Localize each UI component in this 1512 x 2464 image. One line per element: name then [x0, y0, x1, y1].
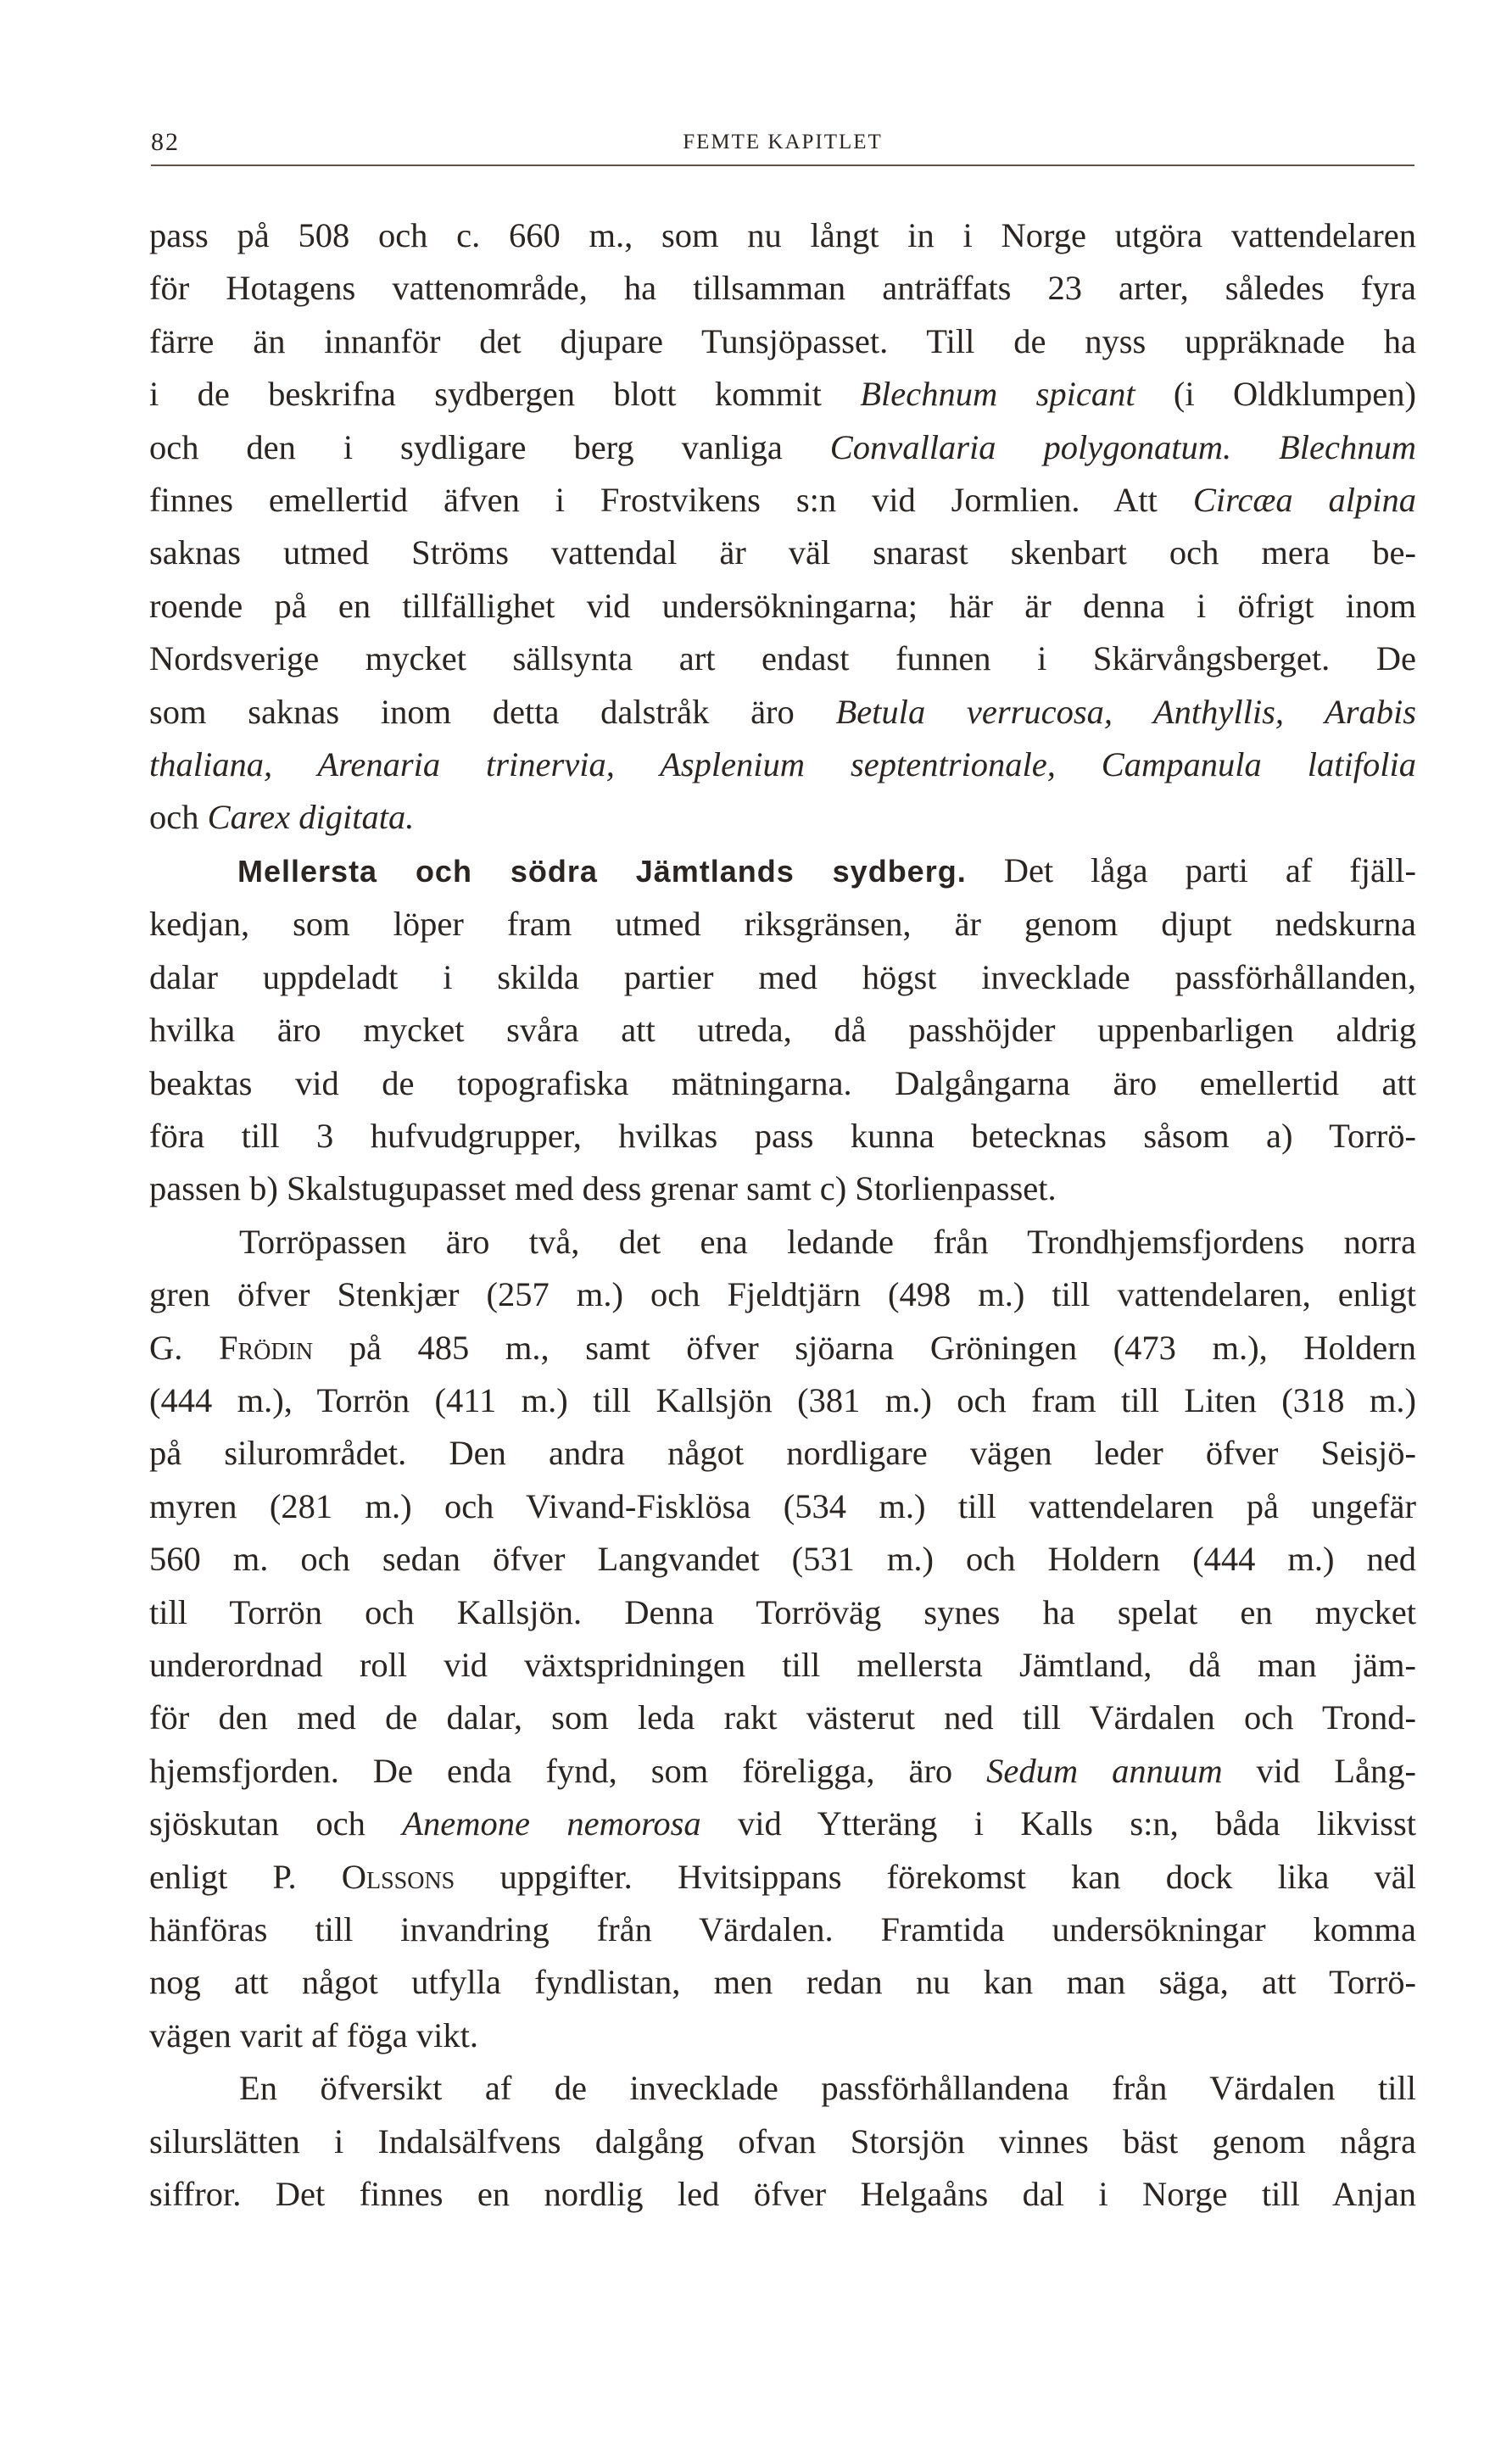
- text-line: hänföras till invandring från Värdalen. Framtida undersökningar komma: [149, 1910, 1416, 1948]
- text-line: hjemsfjorden. De enda fynd, som föreligga, äro Sedum annuum vid Lång-: [149, 1751, 1416, 1790]
- paragraph-1: [149, 209, 1416, 845]
- page-number: 82: [151, 128, 180, 156]
- text-line: vägen varit af föga vikt.: [149, 2015, 478, 2054]
- text-line: Mellersta och södra Jämtlands sydberg. Det låga parti af fjäll-: [237, 850, 1416, 889]
- text-line: pass på 508 och c. 660 m., som nu långt in i Norge utgöra vattendelaren: [149, 216, 1416, 254]
- text-line: och den i sydligare berg vanliga Convallaria polygonatum. Blechnum: [149, 427, 1416, 466]
- text-line: (444 m.), Torrön (411 m.) till Kallsjön (381 m.) och fram till Liten (318 m.): [149, 1380, 1416, 1419]
- species-name: Blechnum spicant: [860, 375, 1135, 414]
- author-name: Olssons: [341, 1857, 455, 1896]
- species-name: Sedum annuum: [986, 1751, 1223, 1790]
- text-line: nog att något utfylla fyndlistan, men redan nu kan man säga, att Torrö-: [149, 1963, 1416, 2002]
- text-line: färre än innanför det djupare Tunsjöpasset. Till de nyss uppräknade ha: [149, 321, 1416, 360]
- species-name: Betula verrucosa, Anthyllis, Arabis: [835, 692, 1416, 731]
- paragraph-3: [149, 1216, 1416, 2063]
- text-line: Nordsverige mycket sällsynta art endast funnen i Skärvångsberget. De: [149, 639, 1416, 678]
- text-line: gren öfver Stenkjær (257 m.) och Fjeldtjärn (498 m.) till vattendelaren, enligt: [149, 1275, 1416, 1314]
- text-line: Torröpassen äro två, det ena ledande från Trondhjemsfjordens norra: [239, 1222, 1416, 1261]
- page-header: [151, 124, 1414, 166]
- species-name: Anemone nemorosa: [402, 1804, 701, 1843]
- text-line: beaktas vid de topografiska mätningarna. Dalgångarna äro emellertid att: [149, 1063, 1416, 1102]
- text-line: enligt P. Olssons uppgifter. Hvitsippans förekomst kan dock lika väl: [149, 1857, 1416, 1896]
- text-line: myren (281 m.) och Vivand-Fisklösa (534 m.) till vattendelaren på ungefär: [149, 1486, 1416, 1525]
- text-line: G. Frödin på 485 m., samt öfver sjöarna Gröningen (473 m.), Holdern: [149, 1328, 1417, 1367]
- species-name: Circæa alpina: [1192, 481, 1416, 520]
- text-line: som saknas inom detta dalstråk äro Betula verrucosa, Anthyllis, Arabis: [149, 692, 1416, 731]
- paragraph-2: [149, 845, 1416, 1216]
- text-line: 560 m. och sedan öfver Langvandet (531 m.) och Holdern (444 m.) ned: [149, 1540, 1416, 1579]
- text-line: sjöskutan och Anemone nemorosa vid Ytteräng i Kalls s:n, båda likvisst: [149, 1804, 1416, 1843]
- text-line: till Torrön och Kallsjön. Denna Torröväg synes ha spelat en mycket: [149, 1592, 1416, 1631]
- body-text: [149, 209, 1416, 2221]
- text-line: saknas utmed Ströms vattendal är väl snarast skenbart och mera be-: [149, 533, 1416, 572]
- text-line: och Carex digitata.: [149, 798, 415, 837]
- text-line: föra till 3 hufvudgrupper, hvilkas pass kunna betecknas såsom a) Torrö-: [149, 1116, 1416, 1155]
- species-name: thaliana, Arenaria trinervia, Asplenium septentrionale, Campanula latifolia: [149, 745, 1416, 784]
- paragraph-4: [149, 2062, 1416, 2221]
- text-line: silurslätten i Indalsälfvens dalgång ofvan Storsjön vinnes bäst genom några: [149, 2121, 1416, 2160]
- section-heading: Mellersta och södra Jämtlands sydberg.: [237, 853, 967, 889]
- text-line: på silurområdet. Den andra något nordligare vägen leder öfver Seisjö-: [149, 1434, 1416, 1473]
- author-name: Frödin: [218, 1328, 314, 1367]
- species-name: Convallaria polygonatum. Blechnum: [829, 427, 1416, 466]
- running-head: FEMTE KAPITLET: [683, 131, 883, 153]
- text-line: dalar uppdeladt i skilda partier med högst invecklade passförhållanden,: [149, 957, 1416, 996]
- text-line: En öfversikt af de invecklade passförhållandena från Värdalen till: [239, 2069, 1416, 2108]
- text-line: för den med de dalar, som leda rakt västerut ned till Värdalen och Trond-: [149, 1698, 1416, 1737]
- text-line: kedjan, som löper fram utmed riksgränsen, är genom djupt nedskurna: [149, 905, 1416, 944]
- text-line: för Hotagens vattenområde, ha tillsamman anträffats 23 arter, således fyra: [149, 269, 1416, 308]
- text-line: [149, 739, 1416, 791]
- text-line: passen b) Skalstugupasset med dess grenar samt c) Storlienpasset.: [149, 1169, 1057, 1208]
- text-line: hvilka äro mycket svåra att utreda, då passhöjder uppenbarligen aldrig: [149, 1011, 1416, 1050]
- species-name: Carex digitata.: [207, 798, 415, 837]
- text-line: finnes emellertid äfven i Frostvikens s:n vid Jormlien. Att Circæa alpina: [149, 481, 1416, 520]
- text-line: underordnad roll vid växtspridningen till mellersta Jämtland, då man jäm-: [149, 1645, 1416, 1684]
- text-line: siffror. Det finnes en nordlig led öfver Helgaåns dal i Norge till Anjan: [149, 2175, 1416, 2214]
- text-line: i de beskrifna sydbergen blott kommit Blechnum spicant (i Oldklumpen): [149, 375, 1416, 414]
- text-line: roende på en tillfällighet vid undersökningarna; här är denna i öfrigt inom: [149, 586, 1416, 625]
